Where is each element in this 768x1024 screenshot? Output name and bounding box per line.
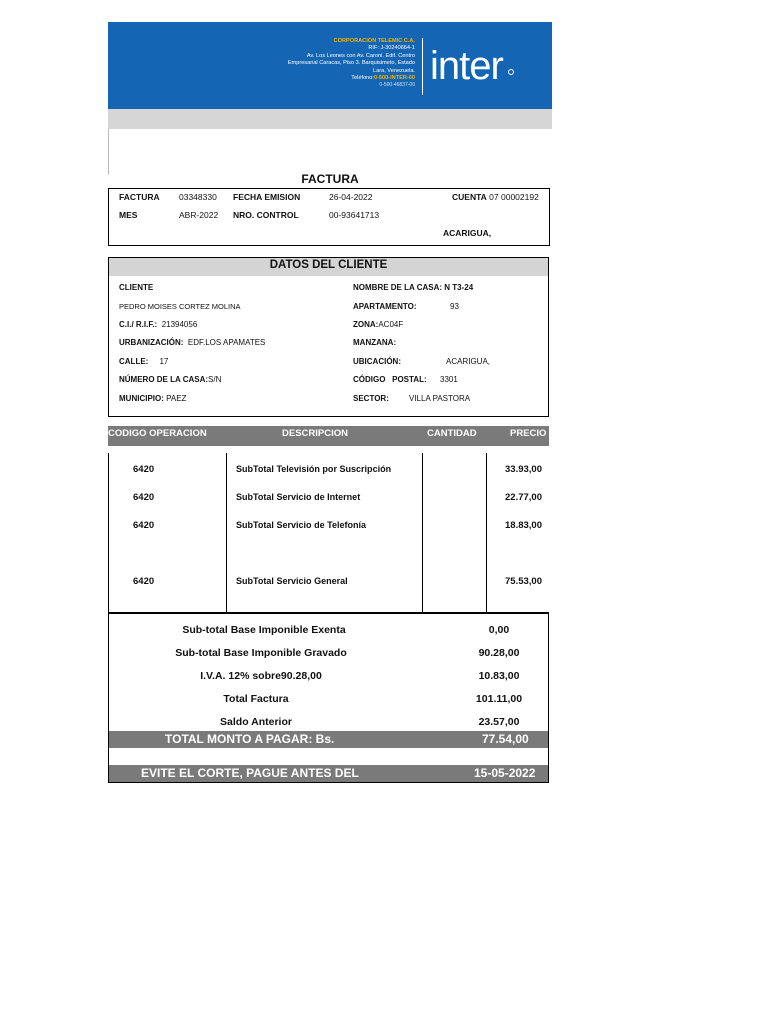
ci-value: 21394056 — [161, 320, 198, 329]
company-phone: 0-500-INTER-00 — [373, 75, 415, 82]
totals-box — [108, 614, 549, 783]
evite-corte-date: 15-05-2022 — [474, 766, 536, 780]
table-divider — [226, 453, 227, 613]
company-phone-line — [215, 75, 415, 82]
row-code: 6420 — [133, 492, 155, 503]
table-divider — [108, 453, 109, 613]
gravado-value: 90.28,00 — [478, 647, 520, 659]
apartamento-value: 93 — [450, 302, 459, 311]
sector-value: VILLA PASTORA — [409, 394, 471, 403]
row-price: 18.83,00 — [505, 520, 542, 531]
row-code: 6420 — [133, 464, 155, 475]
total-a-pagar-label: TOTAL MONTO A PAGAR: Bs. — [165, 732, 335, 746]
cuenta-label: CUENTA — [452, 192, 487, 202]
header-left-rule — [108, 129, 109, 175]
zona-field — [353, 320, 403, 329]
row-price: 22.77,00 — [505, 492, 542, 503]
table-divider — [422, 453, 423, 613]
total-factura-label: Total Factura — [223, 693, 289, 705]
apartamento-label: APARTAMENTO: — [353, 302, 417, 311]
nombre-casa-label: NOMBRE DE LA CASA: — [353, 283, 443, 292]
zona-value: AC04F — [378, 320, 404, 329]
nombre-casa-field — [353, 283, 473, 292]
exenta-value: 0,00 — [488, 624, 510, 636]
cliente-name: PEDRO MOISES CORTEZ MOLINA — [119, 302, 241, 311]
client-data-box — [108, 257, 549, 417]
calle-value: 17 — [159, 357, 169, 366]
inter-logo: inter — [430, 44, 503, 88]
row-description: SubTotal Servicio de Internet — [236, 492, 361, 503]
cliente-label: CLIENTE — [119, 283, 154, 292]
mes-label: MES — [119, 210, 138, 220]
row-price: 75.53,00 — [505, 576, 542, 587]
company-address-3: Lara, Venezuela. — [373, 67, 415, 74]
numero-casa-value: S/N — [208, 375, 222, 384]
numero-casa-field — [119, 375, 221, 384]
urbanizacion-label: URBANIZACIÓN: — [119, 338, 184, 347]
iva-label: I.V.A. 12% sobre90.28,00 — [200, 670, 322, 682]
totals-bottom-rule — [108, 782, 549, 783]
client-section-title: DATOS DEL CLIENTE — [109, 258, 548, 276]
logo-divider — [422, 38, 423, 95]
row-code: 6420 — [133, 576, 155, 587]
company-address-1: Av. Los Leones con Av. Caroni. Edif. Centro — [306, 52, 415, 59]
total-factura-value: 101.11,00 — [475, 693, 523, 705]
row-description: SubTotal Servicio de Telefonía — [236, 520, 367, 531]
row-description: SubTotal Televisión por Suscripción — [236, 464, 392, 475]
row-code: 6420 — [133, 520, 155, 531]
mes-value: ABR-2022 — [179, 210, 219, 220]
invoice-city: ACARIGUA, — [443, 228, 492, 238]
header-gray-band — [108, 109, 552, 129]
evite-corte-label: EVITE EL CORTE, PAGUE ANTES DEL — [141, 766, 359, 780]
ubicacion-label: UBICACIÓN: — [353, 357, 401, 366]
ubicacion-value: ACARIGUA, — [446, 357, 491, 366]
phone-label: Teléfono: — [351, 75, 374, 82]
header-cantidad: CANTIDAD — [427, 428, 477, 439]
municipio-value: PAEZ — [166, 394, 187, 403]
row-description: SubTotal Servicio General — [236, 576, 348, 587]
numero-casa-label: NÚMERO DE LA CASA: — [119, 375, 209, 384]
manzana-label: MANZANA: — [353, 338, 397, 347]
saldo-anterior-label: Saldo Anterior — [220, 716, 292, 728]
header-descripcion: DESCRIPCION — [282, 428, 348, 439]
total-a-pagar-bar — [109, 731, 548, 748]
cuenta-value: 07 00002192 — [489, 192, 539, 202]
municipio-label: MUNICIPIO: — [119, 394, 164, 403]
ci-label: C.I./ R.I.F.: — [119, 320, 158, 329]
evite-corte-bar — [109, 765, 548, 782]
operations-header — [108, 426, 549, 446]
company-address-2: Empresarial Caracas, Piso 3. Barquisimeto, Estado — [287, 60, 415, 67]
exenta-label: Sub-total Base Imponible Exenta — [182, 624, 346, 636]
company-rif: RIF: J-30240664-1 — [368, 45, 415, 52]
invoice-info-box — [108, 188, 550, 246]
company-name: CORPORACION TELEMIC C.A. — [333, 38, 415, 44]
gravado-label: Sub-total Base Imponible Gravado — [175, 647, 347, 659]
saldo-anterior-value: 23.57,00 — [478, 716, 520, 728]
header-codigo: CODIGO OPERACION — [108, 428, 207, 439]
cuenta-field — [452, 192, 539, 202]
page-title: FACTURA — [301, 172, 359, 186]
company-info — [215, 38, 415, 90]
urbanizacion-value: EDF.LOS APAMATES — [187, 338, 266, 347]
calle-label: CALLE: — [119, 357, 149, 366]
total-a-pagar-value: 77.54,00 — [482, 732, 529, 746]
row-price: 33.93,00 — [505, 464, 542, 475]
nombre-casa-value: N T3-24 — [444, 283, 474, 292]
postal-value: 3301 — [440, 375, 458, 384]
header-banner — [108, 22, 552, 109]
zona-label: ZONA: — [353, 320, 379, 329]
fecha-emision-value: 26-04-2022 — [329, 192, 373, 202]
operations-table — [108, 453, 549, 613]
municipio-field — [119, 394, 186, 403]
company-phone-digits: 0-500-46837-00 — [379, 82, 415, 89]
factura-number: 03348330 — [179, 192, 217, 202]
logo-registered-mark — [508, 69, 514, 75]
factura-label: FACTURA — [119, 192, 160, 202]
postal-label: CÓDIGO POSTAL: — [353, 375, 427, 384]
urbanizacion-field — [119, 338, 265, 347]
sector-label: SECTOR: — [353, 394, 389, 403]
table-divider — [486, 453, 487, 613]
nro-control-label: NRO. CONTROL — [233, 210, 299, 220]
iva-value: 10.83,00 — [478, 670, 520, 682]
calle-field — [119, 357, 168, 366]
ci-field — [119, 320, 197, 329]
fecha-emision-label: FECHA EMISION — [233, 192, 301, 202]
nro-control-value: 00-93641713 — [329, 210, 380, 220]
header-precio: PRECIO — [510, 428, 547, 439]
